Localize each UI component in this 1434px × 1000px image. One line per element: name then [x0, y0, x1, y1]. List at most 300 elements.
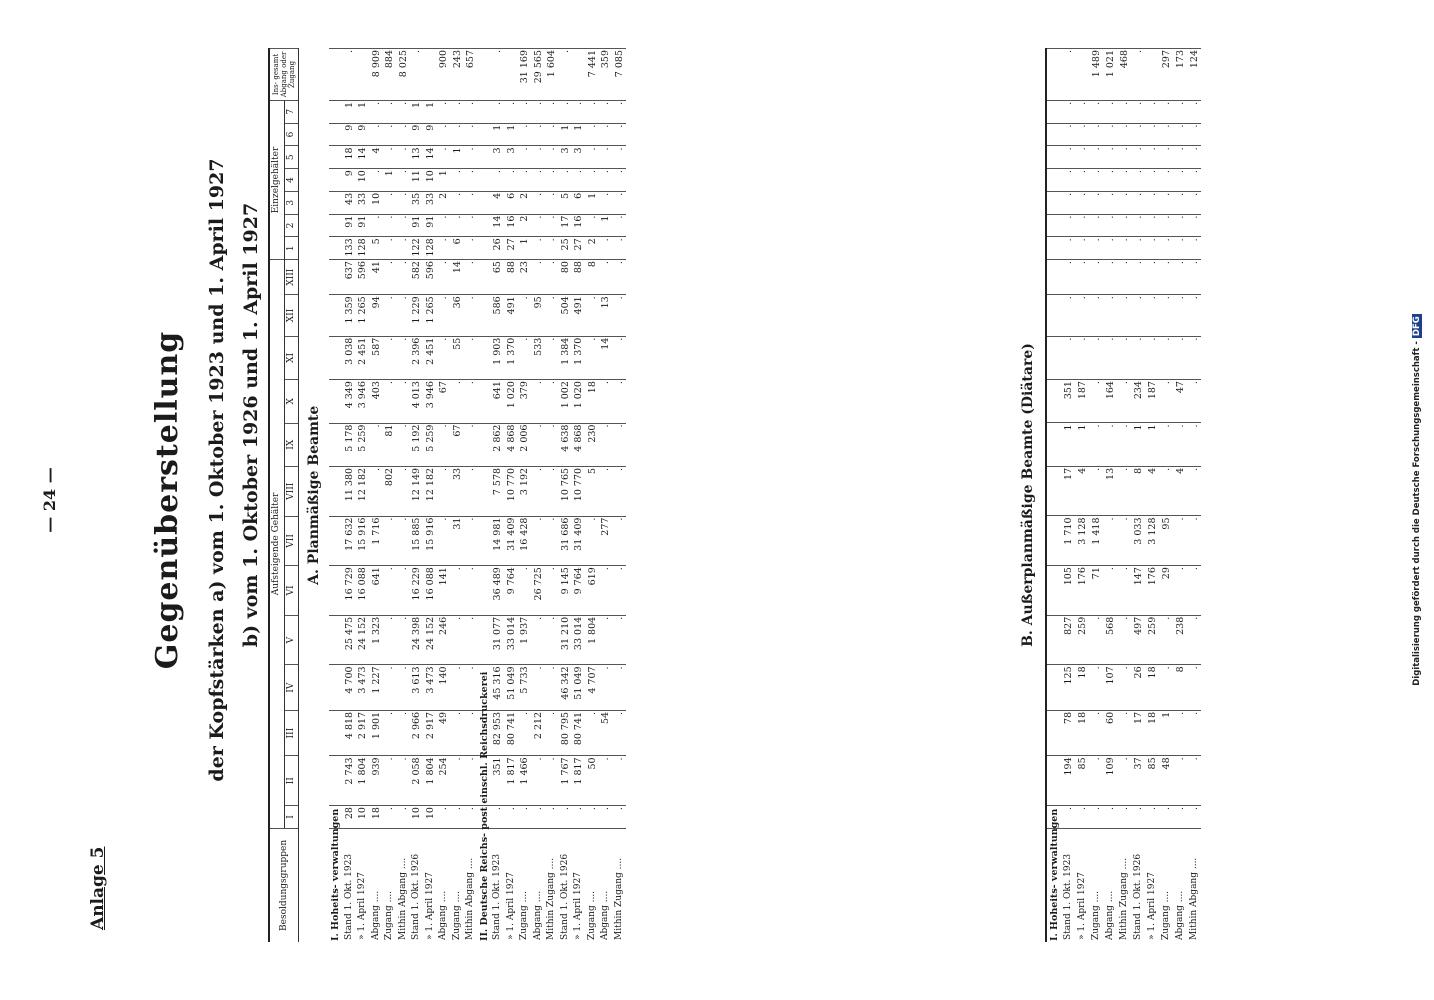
table-cell: .	[1173, 214, 1187, 237]
table-cell	[505, 49, 519, 101]
table-cell: 12 182	[424, 466, 438, 516]
table-cell: .	[1187, 615, 1201, 665]
annex-label: Anlage 5	[88, 846, 108, 930]
table-cell: .	[613, 336, 627, 379]
table-cell	[478, 423, 492, 466]
table-cell	[478, 615, 492, 665]
table-cell: 1 903	[491, 336, 505, 379]
table-cell: 884	[383, 49, 397, 101]
table-cell: 1 901	[370, 710, 384, 755]
table-cell: .	[1089, 123, 1103, 146]
table-cell: .	[397, 260, 411, 295]
table-cell: 1 020	[505, 380, 519, 423]
table-cell: .	[1173, 169, 1187, 192]
table-cell: .	[613, 123, 627, 146]
table-cell: .	[1187, 191, 1201, 214]
column-header: 5	[284, 146, 299, 169]
digitization-footer	[1412, 0, 1422, 1000]
table-cell: 31 169	[518, 49, 532, 101]
table-cell: .	[1075, 237, 1089, 260]
table-cell: 133	[343, 237, 357, 260]
table-cell: 1	[1061, 423, 1075, 466]
table-row	[1075, 49, 1089, 943]
table-cell: 176	[1075, 566, 1089, 616]
table-cell	[478, 123, 492, 146]
table-cell: 91	[343, 214, 357, 237]
table-cell: 1	[451, 146, 465, 169]
table-cell: .	[613, 756, 627, 806]
table-cell: .	[545, 191, 559, 214]
column-header: 1	[284, 237, 299, 260]
table-cell: .	[464, 169, 478, 192]
table-cell: 147	[1131, 566, 1145, 616]
table-cell: .	[532, 191, 546, 214]
table-cell: 3 192	[518, 466, 532, 516]
table-cell: 1 604	[545, 49, 559, 101]
table-cell: 13	[410, 146, 424, 169]
table-cell: 1	[1131, 423, 1145, 466]
table-cell: .	[545, 710, 559, 755]
table-cell: .	[1075, 100, 1089, 123]
table-cell: 54	[599, 710, 613, 755]
column-header: X	[284, 380, 299, 423]
table-cell: .	[464, 665, 478, 710]
table-cell: 14	[451, 260, 465, 295]
table-cell: 85	[1145, 756, 1159, 806]
row-label: Abgang ....	[370, 828, 384, 942]
table-cell: 10 770	[505, 466, 519, 516]
table-cell: 82 953	[491, 710, 505, 755]
table-cell: 641	[491, 380, 505, 423]
table-cell: 7 085	[613, 49, 627, 101]
table-cell: 31 409	[505, 516, 519, 566]
table-cell: 31 077	[491, 615, 505, 665]
table-cell: .	[1117, 423, 1131, 466]
table-cell: .	[505, 100, 519, 123]
table-cell	[329, 756, 343, 806]
table-cell: 468	[1117, 49, 1131, 101]
table-cell: .	[383, 516, 397, 566]
row-label: Zugang ....	[1089, 828, 1103, 942]
table-cell: .	[518, 169, 532, 192]
table-cell	[356, 49, 370, 101]
table-cell: 2	[586, 237, 600, 260]
table-row	[1089, 49, 1103, 943]
table-cell: .	[613, 710, 627, 755]
table-row	[451, 49, 465, 943]
table-cell: 55	[451, 336, 465, 379]
table-cell: 16 729	[343, 566, 357, 616]
table-cell	[1046, 146, 1061, 169]
table-cell: 5	[586, 466, 600, 516]
table-cell: 3	[491, 146, 505, 169]
table-cell: .	[370, 123, 384, 146]
table-cell: .	[464, 295, 478, 336]
table-cell: .	[1103, 191, 1117, 214]
table-cell: .	[1187, 237, 1201, 260]
table-cell: 24 152	[356, 615, 370, 665]
row-label: Mithin Abgang ....	[464, 828, 478, 942]
table-cell: .	[599, 191, 613, 214]
row-label: Abgang ....	[532, 828, 546, 942]
table-cell	[478, 260, 492, 295]
table-cell: 1 359	[343, 295, 357, 336]
table-cell: .	[613, 665, 627, 710]
table-cell: .	[1187, 169, 1201, 192]
table-row	[1117, 49, 1131, 943]
table-cell: 504	[559, 295, 573, 336]
table-cell: .	[559, 49, 573, 101]
table-cell: .	[1159, 615, 1173, 665]
table-cell: .	[1173, 146, 1187, 169]
table-cell: 15 916	[356, 516, 370, 566]
table-cell	[1145, 49, 1159, 101]
table-cell: .	[1117, 466, 1131, 516]
table-cell	[1075, 49, 1089, 101]
table-cell	[478, 214, 492, 237]
column-header: 6	[284, 123, 299, 146]
table-row	[613, 49, 627, 943]
table-row	[532, 49, 546, 943]
table-cell: 10	[356, 169, 370, 192]
table-cell: .	[451, 380, 465, 423]
table-cell: .	[383, 146, 397, 169]
table-cell: 26	[491, 237, 505, 260]
table-cell: .	[397, 665, 411, 710]
table-cell: .	[383, 237, 397, 260]
table-cell: .	[464, 466, 478, 516]
table-cell: .	[464, 191, 478, 214]
table-cell	[1046, 615, 1061, 665]
table-cell: .	[1103, 100, 1117, 123]
table-cell: 95	[532, 295, 546, 336]
table-cell: .	[1089, 214, 1103, 237]
table-cell: .	[437, 516, 451, 566]
table-cell: .	[1089, 710, 1103, 756]
table-cell: .	[545, 806, 559, 829]
table-cell: .	[1089, 100, 1103, 123]
table-cell: .	[613, 260, 627, 295]
table-cell: .	[599, 260, 613, 295]
table-cell: 4 818	[343, 710, 357, 755]
table-cell: 1	[437, 169, 451, 192]
table-cell: .	[1131, 49, 1145, 101]
table-cell: .	[437, 146, 451, 169]
table-cell: 27	[505, 237, 519, 260]
table-cell: 26	[1131, 665, 1145, 711]
table-cell: .	[451, 191, 465, 214]
table-cell: .	[464, 806, 478, 829]
table-cell: .	[545, 260, 559, 295]
table-cell: .	[464, 100, 478, 123]
table-cell: .	[397, 516, 411, 566]
table-cell: .	[545, 214, 559, 237]
table-cell: .	[464, 123, 478, 146]
table-cell: 18	[1145, 665, 1159, 711]
table-cell: .	[1145, 191, 1159, 214]
table-cell: 164	[1103, 380, 1117, 423]
table-cell: 25 475	[343, 615, 357, 665]
table-cell: .	[613, 214, 627, 237]
table-row	[505, 49, 519, 943]
table-cell	[329, 49, 343, 101]
table-cell: 10	[424, 169, 438, 192]
table-cell	[1046, 237, 1061, 260]
table-cell: 2 451	[424, 336, 438, 379]
table-row	[559, 49, 573, 943]
table-cell	[329, 146, 343, 169]
table-cell: .	[599, 100, 613, 123]
table-cell: 900	[437, 49, 451, 101]
table-cell: .	[491, 806, 505, 829]
table-cell: .	[1103, 423, 1117, 466]
row-label: Stand 1. Okt. 1926	[1131, 828, 1145, 942]
table-cell: .	[464, 260, 478, 295]
table-cell: 2 743	[343, 756, 357, 806]
table-cell: .	[1187, 123, 1201, 146]
table-cell: .	[599, 380, 613, 423]
table-cell: 14 981	[491, 516, 505, 566]
table-cell: 491	[505, 295, 519, 336]
table-cell: 51 049	[505, 665, 519, 710]
table-row	[383, 49, 397, 943]
table-cell: .	[1089, 756, 1103, 806]
table-cell: 14	[491, 214, 505, 237]
table-cell: .	[1173, 756, 1187, 806]
table-cell: 533	[532, 336, 546, 379]
table-cell: .	[1103, 295, 1117, 336]
table-cell: .	[1131, 100, 1145, 123]
table-cell: .	[1173, 191, 1187, 214]
table-cell: .	[1117, 806, 1131, 829]
table-cell: .	[410, 49, 424, 101]
table-cell: 11	[410, 169, 424, 192]
table-cell: .	[370, 423, 384, 466]
table-row	[356, 49, 370, 943]
table-cell: 2 451	[356, 336, 370, 379]
table-cell: 7 441	[586, 49, 600, 101]
table-cell: .	[1145, 260, 1159, 295]
table-cell: .	[451, 566, 465, 616]
table-cell: 122	[410, 237, 424, 260]
table-row	[1103, 49, 1117, 943]
table-cell: 31	[451, 516, 465, 566]
table-cell: 586	[491, 295, 505, 336]
table-cell: .	[1159, 146, 1173, 169]
table-cell: .	[613, 237, 627, 260]
table-cell: .	[1187, 100, 1201, 123]
table-cell: .	[383, 380, 397, 423]
table-cell: 33	[451, 466, 465, 516]
table-cell: 1 020	[572, 380, 586, 423]
table-cell: 31 409	[572, 516, 586, 566]
table-cell: 9	[343, 169, 357, 192]
table-cell: .	[1117, 336, 1131, 379]
table-cell: .	[545, 295, 559, 336]
table-cell: 587	[370, 336, 384, 379]
table-cell: .	[451, 756, 465, 806]
table-cell: .	[532, 615, 546, 665]
table-cell: .	[545, 516, 559, 566]
table-cell: .	[1159, 380, 1173, 423]
table-cell: .	[383, 756, 397, 806]
table-cell: .	[1089, 336, 1103, 379]
table-cell: .	[532, 423, 546, 466]
row-label: Abgang ....	[1103, 828, 1117, 942]
table-cell: .	[1075, 191, 1089, 214]
table-cell: 1 710	[1061, 516, 1075, 566]
table-cell: .	[1089, 806, 1103, 829]
table-cell: 47	[1173, 380, 1187, 423]
table-cell: 16 229	[410, 566, 424, 616]
table-cell: .	[599, 123, 613, 146]
table-cell	[1046, 516, 1061, 566]
table-cell: 80 795	[559, 710, 573, 755]
table-cell: .	[613, 566, 627, 616]
table-cell: 1 937	[518, 615, 532, 665]
table-cell: 128	[356, 237, 370, 260]
table-cell: 67	[437, 380, 451, 423]
table-row	[397, 49, 411, 943]
table-cell: .	[532, 756, 546, 806]
table-cell: 351	[1061, 380, 1075, 423]
table-cell: 1	[572, 123, 586, 146]
table-cell: 16 088	[424, 566, 438, 616]
table-cell: .	[1103, 806, 1117, 829]
table-cell: 5	[559, 191, 573, 214]
table-cell: .	[397, 146, 411, 169]
table-cell	[1046, 191, 1061, 214]
table-cell: 18	[1075, 665, 1089, 711]
table-cell: .	[1145, 123, 1159, 146]
table-cell	[329, 123, 343, 146]
table-cell	[478, 566, 492, 616]
table-cell: .	[559, 169, 573, 192]
table-cell	[1046, 169, 1061, 192]
table-cell: .	[383, 336, 397, 379]
table-cell: .	[1061, 237, 1075, 260]
table-cell: .	[1061, 260, 1075, 295]
column-header: 4	[284, 169, 299, 192]
table-cell	[1046, 123, 1061, 146]
table-cell: .	[397, 100, 411, 123]
table-cell: .	[532, 665, 546, 710]
header-total: Ins- gesamt Abgang oder Zugang	[269, 49, 299, 101]
column-header: XIII	[284, 260, 299, 295]
table-cell: 5	[370, 237, 384, 260]
table-cell: .	[1187, 295, 1201, 336]
table-cell: .	[518, 806, 532, 829]
table-cell: .	[1117, 214, 1131, 237]
table-cell: 80	[559, 260, 573, 295]
table-cell: 80 741	[505, 710, 519, 755]
table-cell: .	[599, 423, 613, 466]
subtitle	[200, 60, 268, 940]
table-cell: .	[1159, 260, 1173, 295]
table-cell: 3	[559, 146, 573, 169]
table-cell: .	[518, 710, 532, 755]
table-cell	[1046, 100, 1061, 123]
table-cell: 36 489	[491, 566, 505, 616]
table-cell: .	[1187, 146, 1201, 169]
row-label: II. Deutsche Reichs- post einschl. Reichsdruckerei	[478, 671, 490, 941]
table-cell: 10	[424, 806, 438, 829]
table-cell: 11 380	[343, 466, 357, 516]
table-cell: .	[545, 665, 559, 710]
table-cell	[329, 260, 343, 295]
table-cell: .	[586, 100, 600, 123]
table-cell: .	[1131, 295, 1145, 336]
table-cell	[1046, 566, 1061, 616]
table-row	[410, 49, 424, 943]
table-cell: 194	[1061, 756, 1075, 806]
table-cell: .	[1075, 169, 1089, 192]
table-cell: .	[532, 123, 546, 146]
row-label: Stand 1. Okt. 1923	[343, 828, 357, 942]
table-cell: 491	[572, 295, 586, 336]
subtitle-a: der Kopfstärken a) vom 1. Oktober 1923 und 1. April 1927	[206, 158, 228, 782]
table-cell: 9	[356, 123, 370, 146]
table-cell: .	[518, 146, 532, 169]
table-cell: 8	[1131, 466, 1145, 516]
table-cell: .	[1173, 100, 1187, 123]
table-cell: 17	[559, 214, 573, 237]
table-cell: 51 049	[572, 665, 586, 710]
table-cell: 1	[599, 214, 613, 237]
table-cell: .	[1061, 336, 1075, 379]
table-row	[491, 49, 505, 943]
table-cell: 49	[437, 710, 451, 755]
table-cell: 173	[1173, 49, 1187, 101]
table-cell: .	[1159, 665, 1173, 711]
table-cell: .	[491, 169, 505, 192]
table-cell: .	[1145, 169, 1159, 192]
table-cell: .	[1173, 260, 1187, 295]
table-cell: .	[1131, 214, 1145, 237]
table-cell: 1	[1075, 423, 1089, 466]
table-cell: .	[1131, 260, 1145, 295]
table-cell: .	[1089, 295, 1103, 336]
page-number: — 24 —	[40, 467, 59, 533]
table-cell	[329, 100, 343, 123]
table-cell: .	[1187, 710, 1201, 756]
table-cell: .	[545, 380, 559, 423]
table-cell: .	[383, 615, 397, 665]
table-cell: 10 770	[572, 466, 586, 516]
table-cell: .	[545, 100, 559, 123]
table-row	[586, 49, 600, 943]
table-cell: .	[613, 380, 627, 423]
table-cell: 176	[1145, 566, 1159, 616]
table-cell: .	[1075, 214, 1089, 237]
table-cell: 13	[599, 295, 613, 336]
table-cell: .	[1187, 380, 1201, 423]
table-cell: .	[1173, 295, 1187, 336]
row-label: Stand 1. Okt. 1923	[491, 828, 505, 942]
table-row	[424, 49, 438, 943]
column-header: 3	[284, 191, 299, 214]
row-label: Stand 1. Okt. 1923	[1061, 828, 1075, 942]
table-cell: 1	[1159, 710, 1173, 756]
table-cell: 7 578	[491, 466, 505, 516]
table-cell: 1 466	[518, 756, 532, 806]
table-cell: 10 765	[559, 466, 573, 516]
table-cell: 2 966	[410, 710, 424, 755]
row-label: Mithin Zugang ....	[613, 828, 627, 942]
table-cell	[478, 191, 492, 214]
table-cell: .	[383, 806, 397, 829]
table-cell: 28	[343, 806, 357, 829]
